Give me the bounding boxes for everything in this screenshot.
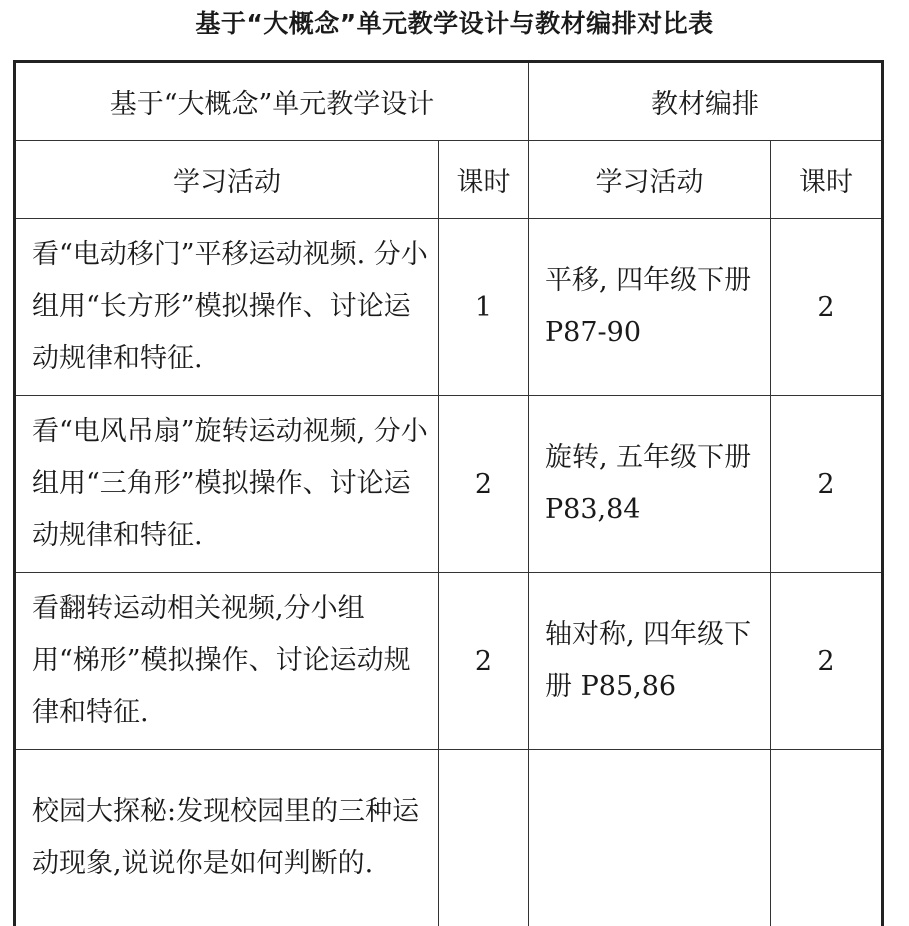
design-activity-cell: 看“电风吊扇”旋转运动视频, 分小组用“三角形”模拟操作、讨论运动规律和特征. [15,396,439,573]
header-textbook-hours: 课时 [771,141,883,219]
design-activity-cell: 看“电动移门”平移运动视频. 分小组用“长方形”模拟操作、讨论运动规律和特征. [15,219,439,396]
table-title: 基于“大概念”单元教学设计与教材编排对比表 [0,6,909,42]
textbook-activity-cell: 旋转, 五年级下册 P83,84 [529,396,771,573]
textbook-activity-cell: 平移, 四年级下册 P87-90 [529,219,771,396]
table-row [15,219,883,396]
header-design-hours: 课时 [439,141,529,219]
table-row [15,396,883,573]
sub-header-row [15,141,883,219]
group-header-row [15,62,883,141]
design-activity-cell: 校园大探秘:发现校园里的三种运动现象,说说你是如何判断的. [15,750,439,926]
header-design-activity: 学习活动 [15,141,439,219]
textbook-hours-cell: 2 [771,396,883,573]
design-hours-cell [439,750,529,926]
table-row [15,750,883,926]
header-textbook-activity: 学习活动 [529,141,771,219]
header-design-group: 基于“大概念”单元教学设计 [15,62,529,141]
design-activity-cell: 看翻转运动相关视频,分小组用“梯形”模拟操作、讨论运动规律和特征. [15,573,439,750]
header-textbook-group: 教材编排 [529,62,883,141]
textbook-hours-cell [771,750,883,926]
textbook-hours-cell: 2 [771,573,883,750]
textbook-hours-cell: 2 [771,219,883,396]
design-hours-cell: 2 [439,396,529,573]
comparison-table [13,60,884,926]
textbook-activity-cell: 轴对称, 四年级下册 P85,86 [529,573,771,750]
table-row [15,573,883,750]
textbook-activity-cell [529,750,771,926]
design-hours-cell: 2 [439,573,529,750]
design-hours-cell: 1 [439,219,529,396]
